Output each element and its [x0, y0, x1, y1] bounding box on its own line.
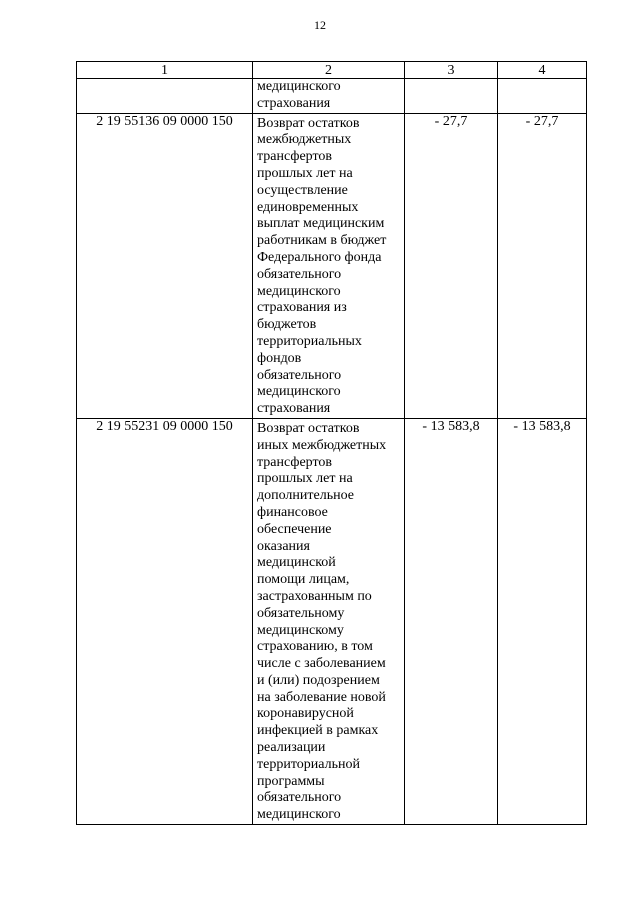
- name-line: медицинского: [257, 283, 341, 299]
- name-line: бюджетов: [257, 317, 317, 333]
- name-line: единовременных: [257, 199, 359, 215]
- name-line: обязательному: [257, 605, 345, 621]
- code-cell: [77, 79, 253, 114]
- name-line: медицинского: [257, 79, 341, 94]
- name-line: иных межбюджетных: [257, 437, 387, 453]
- name-line: и (или) подозрением: [257, 672, 380, 688]
- name-line: медицинского: [257, 807, 341, 823]
- name-line: коронавирусной: [257, 706, 354, 722]
- name-line: обязательного: [257, 367, 342, 383]
- name-line: прошлых лет на: [257, 165, 353, 181]
- name-line: выплат медицинским: [257, 216, 385, 232]
- name-line: обязательного: [257, 790, 342, 806]
- name-line: Федерального фонда: [257, 249, 382, 265]
- name-cell: [253, 79, 405, 114]
- table-row: [77, 113, 587, 418]
- name-line: межбюджетных: [257, 132, 352, 148]
- name-line: трансфертов: [257, 454, 333, 470]
- name-line: страхованию, в том: [257, 639, 373, 655]
- name-line: числе с заболеванием: [257, 656, 386, 672]
- code-cell: 2 19 55231 09 0000 150: [77, 418, 253, 824]
- code-cell: 2 19 55136 09 0000 150: [77, 113, 253, 418]
- name-line: обязательного: [257, 266, 342, 282]
- name-line: осуществление: [257, 182, 348, 198]
- value-cell-3: [405, 79, 498, 114]
- name-line: страхования из: [257, 300, 347, 316]
- name-line: застрахованным по: [257, 588, 372, 604]
- budget-table: [76, 61, 587, 825]
- table-row: [77, 418, 587, 824]
- name-line: дополнительное: [257, 488, 354, 504]
- value-cell-4: [498, 79, 587, 114]
- header-cell-1: 1: [77, 62, 253, 79]
- value-cell-4: - 13 583,8: [498, 418, 587, 824]
- name-line: на заболевание новой: [257, 689, 386, 705]
- name-line: прошлых лет на: [257, 471, 353, 487]
- name-line: Возврат остатков: [257, 115, 360, 131]
- name-line: реализации: [257, 740, 326, 756]
- name-line: финансовое: [257, 504, 328, 520]
- name-line: оказания: [257, 538, 310, 554]
- value-cell-3: - 13 583,8: [405, 418, 498, 824]
- name-line: страхования: [257, 95, 331, 111]
- name-cell: [253, 113, 405, 418]
- name-line: медицинской: [257, 555, 336, 571]
- name-line: страхования: [257, 401, 331, 417]
- name-line: Возврат остатков: [257, 420, 360, 436]
- table-row-continuation: [77, 79, 587, 114]
- value-cell-4: - 27,7: [498, 113, 587, 418]
- name-line: медицинского: [257, 384, 341, 400]
- table-header-row: [77, 62, 587, 79]
- name-line: помощи лицам,: [257, 572, 350, 588]
- name-line: работникам в бюджет: [257, 233, 387, 249]
- name-line: территориальной: [257, 756, 360, 772]
- name-line: инфекцией в рамках: [257, 723, 379, 739]
- name-line: трансфертов: [257, 149, 333, 165]
- name-line: обеспечение: [257, 521, 332, 537]
- page-number: 12: [314, 18, 326, 32]
- name-line: территориальных: [257, 333, 362, 349]
- name-line: медицинскому: [257, 622, 344, 638]
- name-cell: [253, 418, 405, 824]
- header-cell-3: 3: [405, 62, 498, 79]
- header-cell-4: 4: [498, 62, 587, 79]
- header-cell-2: 2: [253, 62, 405, 79]
- value-cell-3: - 27,7: [405, 113, 498, 418]
- name-line: фондов: [257, 350, 302, 366]
- name-line: программы: [257, 773, 325, 789]
